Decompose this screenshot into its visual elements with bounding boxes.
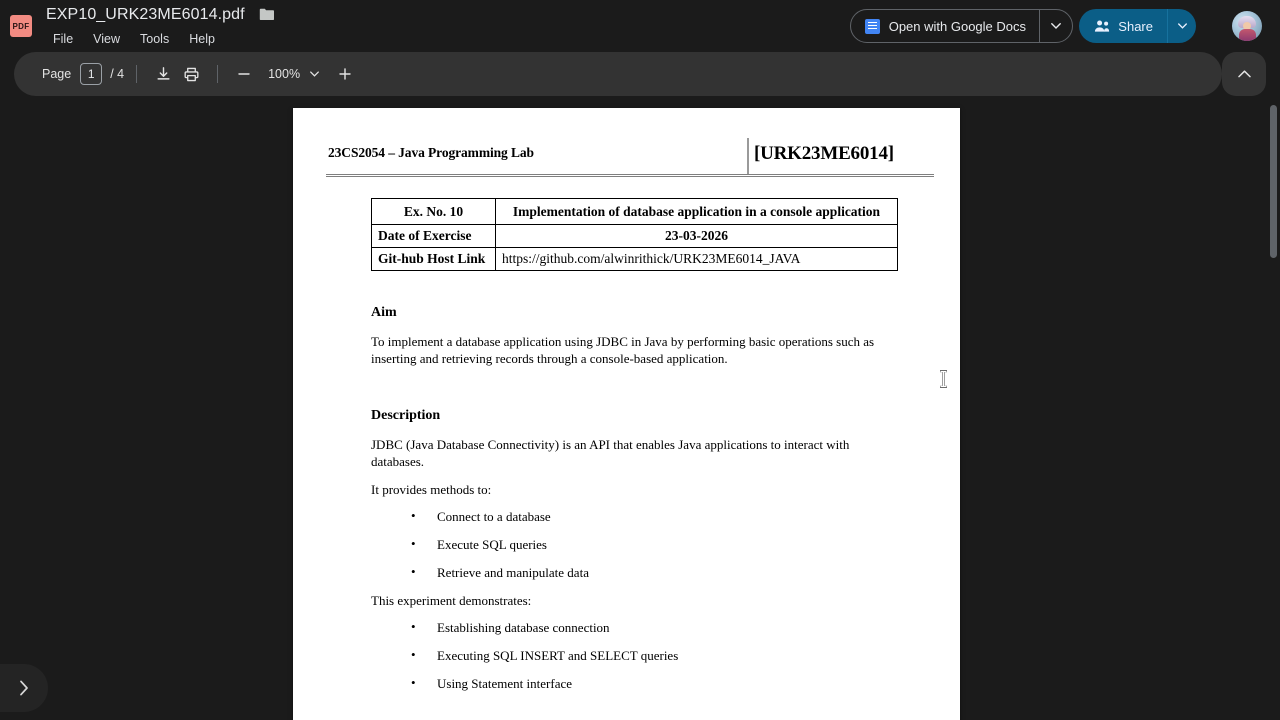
zoom-out-button[interactable] xyxy=(230,60,258,88)
cell-date-key: Date of Exercise xyxy=(372,225,496,248)
show-side-panel-button[interactable] xyxy=(0,664,48,712)
table-row-github xyxy=(372,248,898,271)
pdf-page-1 xyxy=(293,108,960,720)
document-running-header xyxy=(326,135,934,177)
pdf-file-icon xyxy=(10,15,32,37)
cell-exercise-number-key: Ex. No. 10 xyxy=(372,199,496,225)
title-block xyxy=(46,4,275,26)
cell-date-value: 23-03-2026 xyxy=(496,225,898,248)
folder-icon[interactable] xyxy=(259,8,275,21)
plus-icon xyxy=(337,66,353,82)
user-avatar[interactable] xyxy=(1232,11,1262,41)
pdf-page-content xyxy=(326,135,934,720)
zoom-in-button[interactable] xyxy=(331,60,359,88)
list-item: • Retrieve and manipulate data xyxy=(411,564,934,581)
list-item: • Executing SQL INSERT and SELECT queries xyxy=(411,647,934,664)
description-paragraph-2: It provides methods to: xyxy=(371,482,492,497)
zoom-level-label[interactable]: 100% xyxy=(268,67,301,81)
pdf-badge-label: PDF xyxy=(12,21,30,31)
header-course-title: 23CS2054 – Java Programming Lab xyxy=(328,145,534,160)
list-item: • Connect to a database xyxy=(411,508,934,525)
header-register-number: [URK23ME6014] xyxy=(754,143,894,164)
open-with-google-docs-label: Open with Google Docs xyxy=(888,18,1026,34)
menu-item-help[interactable]: Help xyxy=(189,32,215,46)
open-with-dropdown-button[interactable] xyxy=(1039,10,1072,42)
experiment-demonstrates-list xyxy=(411,619,934,692)
scrollbar-thumb[interactable] xyxy=(1270,105,1277,258)
description-heading: Description xyxy=(371,408,441,423)
toolbar-divider-2 xyxy=(217,65,218,83)
avatar-graphic-body xyxy=(1239,29,1256,41)
open-with-google-docs-button[interactable] xyxy=(851,10,1039,42)
description-paragraph-1: JDBC (Java Database Connectivity) is an API that enables Java applications to interact with databases. xyxy=(371,437,850,469)
vertical-scrollbar[interactable] xyxy=(1267,96,1280,720)
description-paragraph-3: This experiment demonstrates: xyxy=(371,593,532,608)
print-icon xyxy=(183,66,200,83)
share-dropdown-button[interactable] xyxy=(1167,9,1196,43)
menu-item-tools[interactable]: Tools xyxy=(140,32,170,46)
page-total-label: / 4 xyxy=(110,67,125,81)
document-title: EXP10_URK23ME6014.pdf xyxy=(46,6,245,23)
list-item: • Using Statement interface xyxy=(411,675,934,692)
chevron-down-icon xyxy=(1178,23,1187,29)
collapse-toolbar-button[interactable] xyxy=(1222,52,1266,96)
jdbc-methods-list xyxy=(411,508,934,581)
chevron-right-icon xyxy=(19,680,29,696)
cell-github-link[interactable]: https://github.com/alwinrithick/URK23ME6014_JAVA xyxy=(496,248,898,271)
pdf-viewer-area[interactable] xyxy=(0,96,1280,720)
header-divider xyxy=(747,138,749,174)
zoom-dropdown-button[interactable] xyxy=(305,60,323,88)
chevron-down-icon xyxy=(1051,23,1061,29)
print-button[interactable] xyxy=(177,60,205,88)
list-item: • Execute SQL queries xyxy=(411,536,934,553)
cell-github-key: Git-hub Host Link xyxy=(372,248,496,271)
table-row-exercise-number xyxy=(372,199,898,225)
list-item: • Establishing database connection xyxy=(411,619,934,636)
aim-text: To implement a database application using JDBC in Java by performing basic operations such as inserting and retrieving records through a console-based application. xyxy=(371,334,875,366)
download-icon xyxy=(155,66,172,83)
people-icon xyxy=(1094,19,1110,33)
aim-heading: Aim xyxy=(371,305,397,320)
table-row-date xyxy=(372,225,898,248)
chevron-up-icon xyxy=(1238,70,1251,78)
menu-item-view[interactable]: View xyxy=(93,32,121,46)
download-button[interactable] xyxy=(149,60,177,88)
cell-exercise-title: Implementation of database application in a console application xyxy=(496,199,898,225)
page-label: Page xyxy=(42,67,72,81)
menu-bar xyxy=(46,29,222,49)
app-top-bar xyxy=(0,0,1280,52)
open-with-google-docs-group xyxy=(850,9,1073,43)
share-button[interactable] xyxy=(1079,9,1167,43)
menu-item-file[interactable]: File xyxy=(53,32,74,46)
chevron-down-icon xyxy=(310,71,319,77)
exercise-info-table xyxy=(371,198,898,271)
toolbar-divider xyxy=(136,65,137,83)
pdf-viewer-toolbar xyxy=(14,52,1222,96)
page-number-input[interactable] xyxy=(80,63,102,85)
share-label: Share xyxy=(1118,18,1153,34)
share-group xyxy=(1079,9,1196,43)
minus-icon xyxy=(236,66,252,82)
google-docs-icon xyxy=(865,19,880,34)
